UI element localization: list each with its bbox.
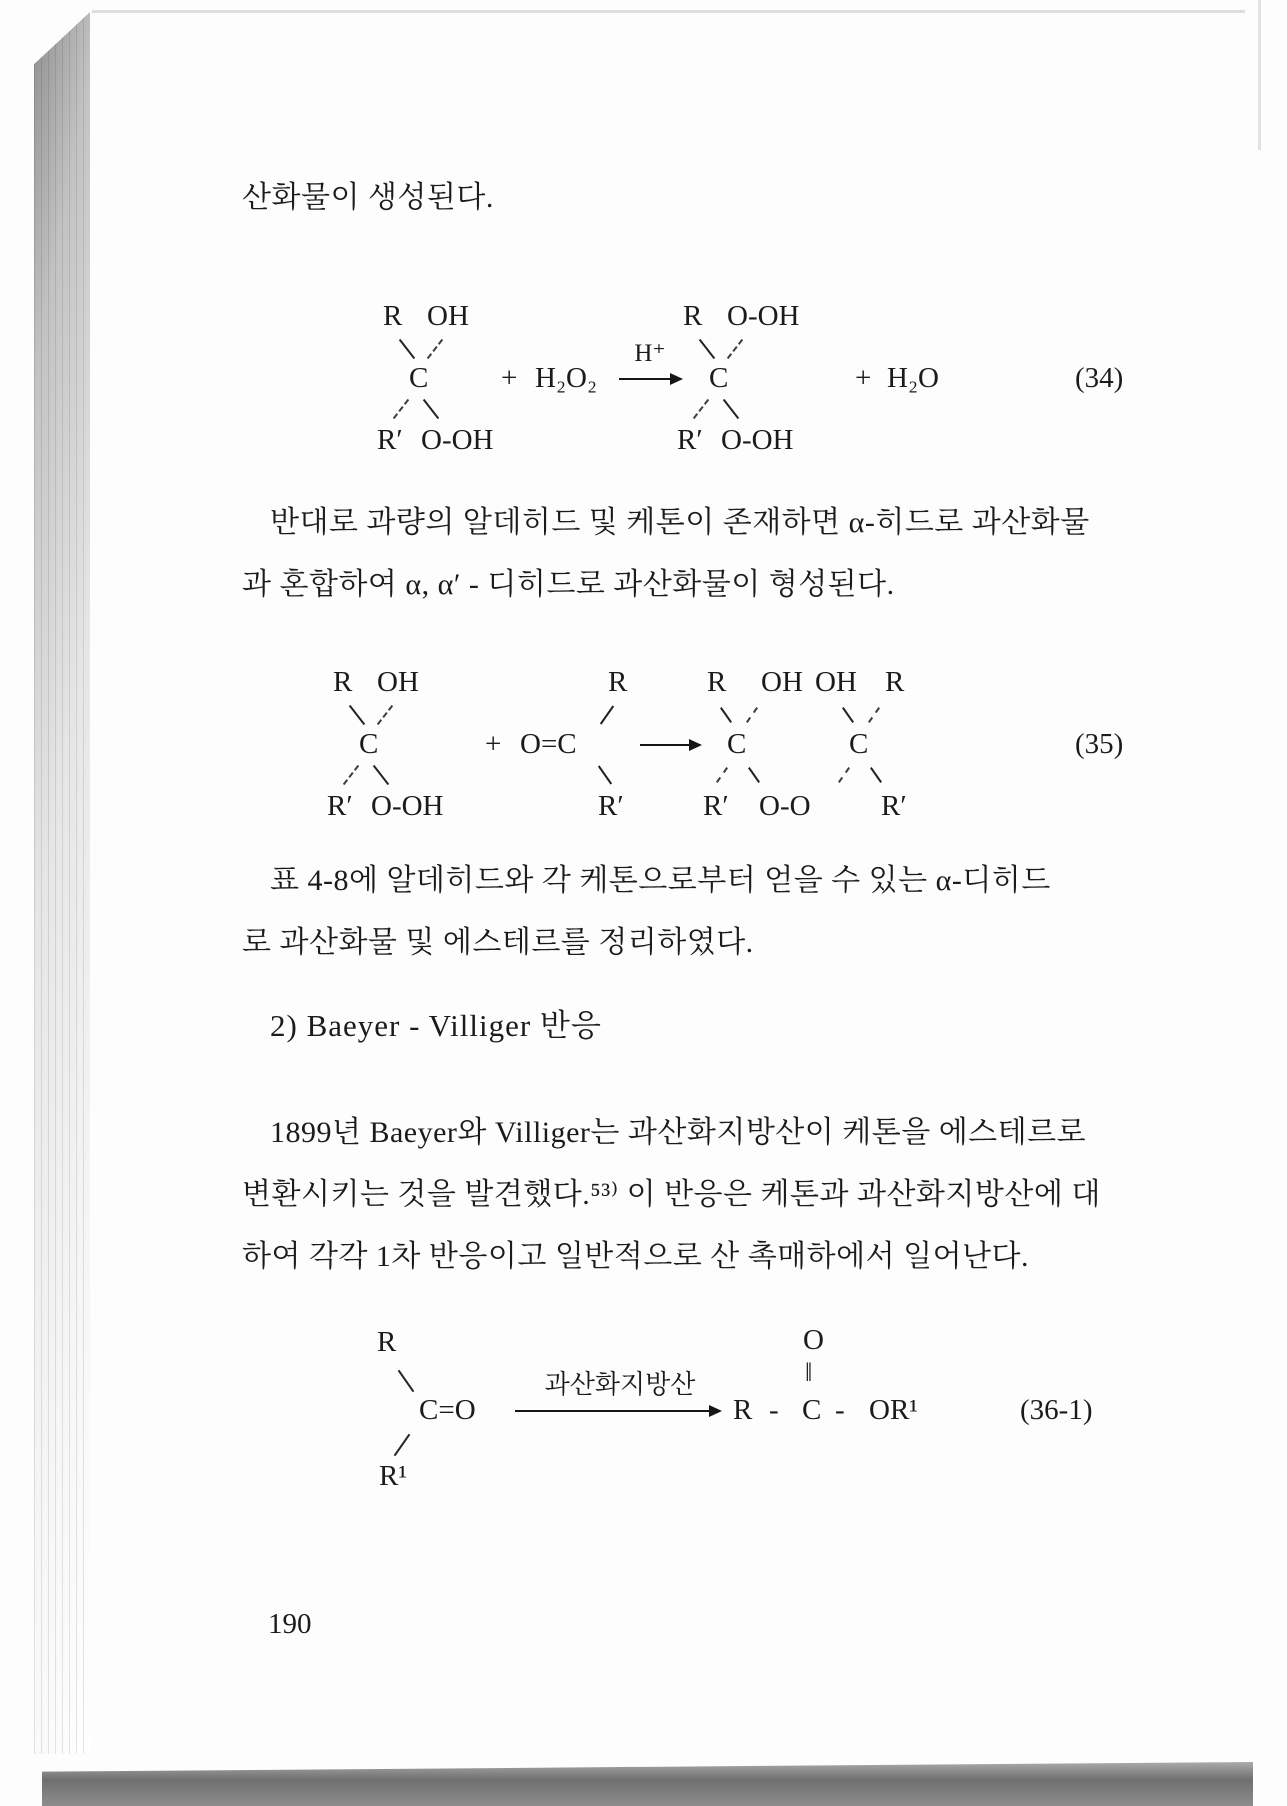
paragraph-line: 변환시키는 것을 발견했다.⁵³⁾ 이 반응은 케톤과 과산화지방산에 대 bbox=[242, 1178, 1101, 1211]
paragraph bbox=[242, 492, 1090, 616]
bond-line bbox=[377, 705, 393, 725]
atom-label: C bbox=[727, 728, 747, 760]
arrow-label: 과산화지방산 bbox=[544, 1370, 696, 1399]
atom-label: R¹ bbox=[379, 1460, 408, 1492]
atom-label: OH bbox=[377, 666, 419, 698]
equation-number: (35) bbox=[1075, 728, 1124, 760]
bond-line bbox=[394, 1434, 411, 1456]
atom-label: OH bbox=[761, 666, 803, 698]
byproduct-formula: H₂O bbox=[887, 362, 939, 394]
bond-dash: - bbox=[769, 1394, 779, 1426]
atom-label: R bbox=[333, 666, 353, 698]
atom-label: R′ bbox=[377, 424, 403, 456]
equation-36-1 bbox=[365, 1320, 1155, 1505]
bond-line bbox=[349, 705, 365, 725]
paragraph-line: 1899년 Baeyer와 Villiger는 과산화지방산이 케톤을 에스테르로 bbox=[270, 1116, 1087, 1149]
paragraph-line: 로 과산화물 및 에스테르를 정리하였다. bbox=[242, 926, 754, 959]
atom-label: OH bbox=[815, 666, 857, 698]
plus-sign: + bbox=[501, 362, 518, 394]
atom-label: R′ bbox=[677, 424, 703, 456]
atom-label: C bbox=[409, 362, 429, 394]
bond-line bbox=[693, 399, 709, 419]
bond-line bbox=[598, 765, 612, 784]
atom-label: R bbox=[683, 300, 703, 332]
bond-line bbox=[748, 767, 760, 783]
atom-label: R′ bbox=[598, 790, 624, 822]
atom-label: O-OH bbox=[727, 300, 800, 332]
atom-label: R′ bbox=[327, 790, 353, 822]
plus-sign: + bbox=[855, 362, 872, 394]
bond-line bbox=[373, 765, 389, 785]
bond-line bbox=[842, 707, 854, 723]
bond-line bbox=[423, 399, 439, 419]
page-number: 190 bbox=[268, 1608, 312, 1640]
paragraph bbox=[242, 850, 1051, 974]
atom-label: OH bbox=[427, 300, 469, 332]
chem-structure-bis-peroxide bbox=[675, 294, 850, 464]
bond-dash: - bbox=[835, 1394, 845, 1426]
atom-label: C bbox=[802, 1394, 822, 1426]
atom-label: R bbox=[707, 666, 727, 698]
paragraph-line: 과 혼합하여 α, α′ - 디히드로 과산화물이 형성된다. bbox=[242, 568, 895, 601]
bond-line bbox=[838, 767, 850, 783]
bond-line bbox=[398, 1370, 415, 1392]
book-right-edge bbox=[1258, 0, 1261, 150]
atom-label: R′ bbox=[703, 790, 729, 822]
bond-line bbox=[716, 767, 728, 783]
double-bond: ‖ bbox=[805, 1358, 813, 1387]
atom-label: R′ bbox=[881, 790, 907, 822]
reagent-formula: H₂O₂ bbox=[535, 362, 598, 394]
chem-structure-hydroxy-peroxide bbox=[375, 294, 550, 464]
paragraph-line: 하여 각각 1차 반응이고 일반적으로 산 촉매하에서 일어난다. bbox=[242, 1240, 1030, 1273]
equation-35 bbox=[325, 660, 1155, 830]
paragraph-line: 표 4-8에 알데히드와 각 케톤으로부터 얻을 수 있는 α-디히드 bbox=[270, 864, 1051, 897]
book-bottom-edge bbox=[42, 1762, 1253, 1806]
diperoxide-product-structure bbox=[703, 660, 918, 830]
paragraph-line: 반대로 과량의 알데히드 및 케톤이 존재하면 α-히드로 과산화물 bbox=[270, 506, 1090, 539]
atom-label: O-OH bbox=[371, 790, 444, 822]
atom-label: O-OH bbox=[721, 424, 794, 456]
bond-line bbox=[343, 765, 359, 785]
bond-line bbox=[699, 339, 715, 359]
bond-line bbox=[723, 399, 739, 419]
atom-label: R bbox=[383, 300, 403, 332]
equation-number: (34) bbox=[1075, 362, 1124, 394]
plus-sign: + bbox=[485, 728, 502, 760]
reaction-arrow bbox=[640, 744, 700, 746]
atom-label: C bbox=[359, 728, 379, 760]
atom-label: O-O bbox=[759, 790, 811, 822]
bond-line bbox=[870, 767, 882, 783]
bond-line bbox=[727, 339, 743, 359]
equation-number: (36-1) bbox=[1020, 1394, 1093, 1426]
atom-label: C=O bbox=[419, 1394, 476, 1426]
bond-line bbox=[399, 339, 415, 359]
atom-label: C bbox=[709, 362, 729, 394]
atom-label: O=C bbox=[520, 728, 577, 760]
atom-label: C bbox=[849, 728, 869, 760]
bond-line bbox=[427, 339, 443, 359]
arrow-label: H⁺ bbox=[634, 340, 666, 367]
atom-label: R bbox=[377, 1326, 397, 1358]
reaction-arrow bbox=[515, 1410, 720, 1412]
book-top-edge bbox=[92, 10, 1245, 13]
bond-line bbox=[600, 705, 614, 724]
atom-label: R bbox=[608, 666, 628, 698]
intro-text: 산화물이 생성된다. bbox=[242, 181, 494, 214]
ketone-structure bbox=[520, 660, 645, 830]
reaction-arrow bbox=[619, 378, 681, 380]
section-heading: 2) Baeyer - Villiger 반응 bbox=[270, 1008, 602, 1043]
bond-line bbox=[746, 707, 758, 723]
paragraph bbox=[242, 1102, 1101, 1288]
equation-34 bbox=[375, 294, 1175, 464]
chem-structure-hydroxy-peroxide bbox=[325, 660, 500, 830]
atom-label: O-OH bbox=[421, 424, 494, 456]
ester-product-structure bbox=[733, 1320, 993, 1500]
bond-line bbox=[720, 707, 732, 723]
atom-label: OR¹ bbox=[869, 1394, 918, 1426]
bond-line bbox=[868, 707, 880, 723]
atom-label: R bbox=[733, 1394, 753, 1426]
atom-label: R bbox=[885, 666, 905, 698]
atom-label: O bbox=[803, 1324, 824, 1356]
bond-line bbox=[393, 399, 409, 419]
book-left-page-edges bbox=[34, 12, 90, 1754]
ketone-reactant-structure bbox=[365, 1320, 500, 1500]
